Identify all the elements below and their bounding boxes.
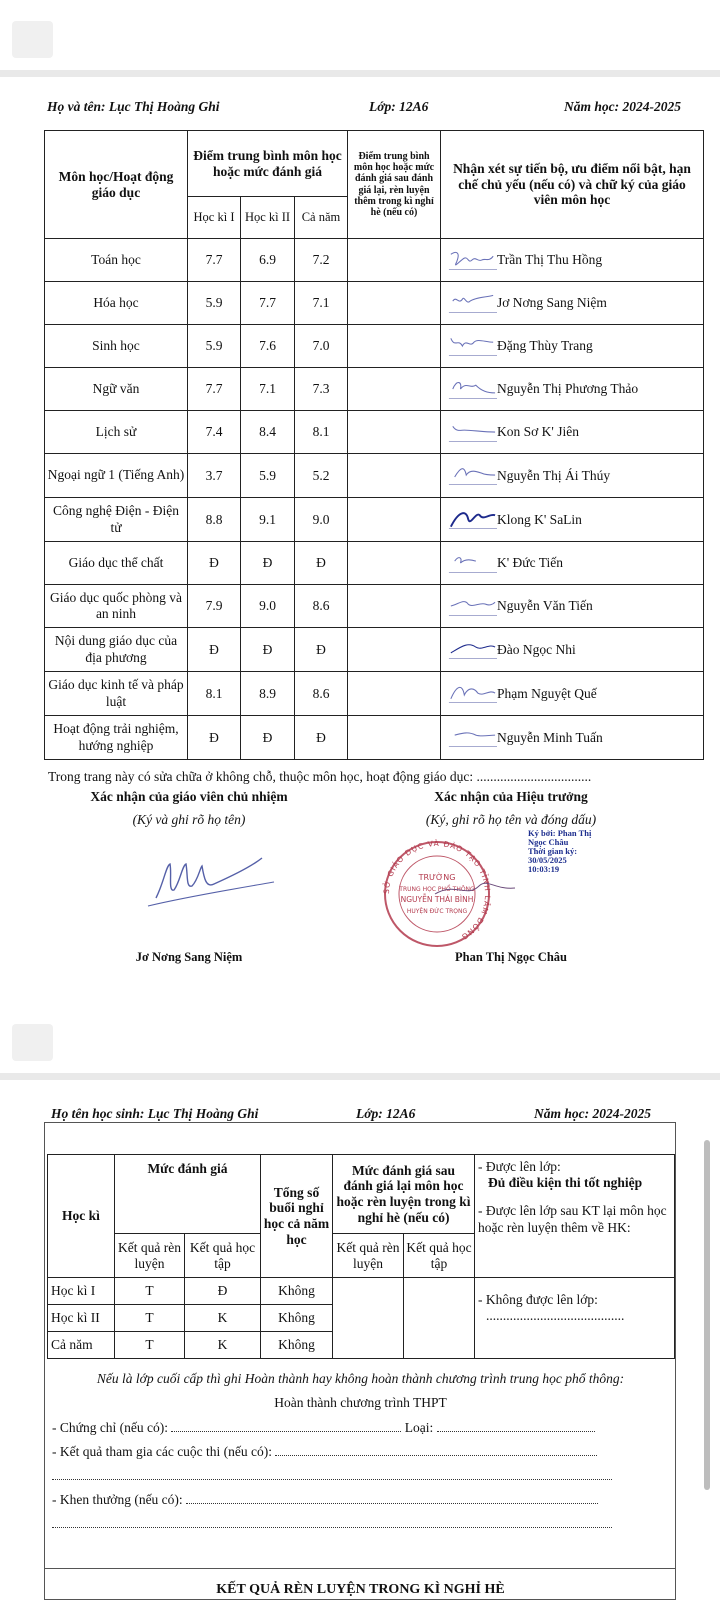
table-row (45, 498, 704, 542)
class-label: Lớp: 12A6 (369, 99, 429, 114)
col-hk2-header: Học kì II (241, 197, 295, 239)
summary-absent: Không (261, 1332, 333, 1359)
hk1-score: 8.1 (188, 672, 241, 716)
hk1-score: 5.9 (188, 282, 241, 325)
hk2-score: 5.9 (241, 454, 295, 498)
stamp-line: TRUNG HỌC PHỔ THÔNG (399, 886, 475, 893)
year-score: 7.3 (295, 368, 348, 411)
reeval-score (348, 716, 441, 760)
digital-sig-line: 30/05/2025 (528, 855, 567, 865)
contest-label: - Kết quả tham gia các cuộc thi (nếu có): (52, 1444, 273, 1459)
digital-signature (528, 829, 591, 874)
reeval-score (348, 368, 441, 411)
summary-col-term: Học kì (48, 1155, 115, 1278)
teacher-cell (441, 585, 704, 628)
contest-row (52, 1444, 597, 1460)
promoted-after-label: - Được lên lớp sau KT lại môn học hoặc rèn luyện thêm về HK: (478, 1203, 667, 1235)
teacher-cell (441, 672, 704, 716)
principal-confirm-title: Xác nhận của Hiệu trưởng (434, 789, 588, 804)
table-row (45, 239, 704, 282)
summary-year: Năm học: 2024-2025 (534, 1106, 651, 1121)
school-year: Năm học: 2024-2025 (564, 99, 681, 114)
reeval-score (348, 239, 441, 282)
subject-cell: Công nghệ Điện - Điện tử (45, 498, 188, 542)
signature-icon (447, 247, 497, 275)
homeroom-teacher-name: Jơ Nơng Sang Niệm (135, 950, 243, 964)
reeval-score (348, 585, 441, 628)
teacher-name: Đặng Thùy Trang (497, 338, 593, 353)
reeval-score (348, 498, 441, 542)
dotted-line (437, 1422, 595, 1432)
not-promoted-label: - Không được lên lớp: (478, 1292, 598, 1307)
subject-cell: Ngữ văn (45, 368, 188, 411)
signature-icon (447, 593, 497, 621)
teacher-cell (441, 454, 704, 498)
dotted-line (275, 1446, 597, 1456)
hk2-score: 7.1 (241, 368, 295, 411)
teacher-cell (441, 239, 704, 282)
table-row (48, 1278, 675, 1305)
summary-conduct: T (115, 1332, 185, 1359)
reeval-score (348, 672, 441, 716)
year-score: 8.1 (295, 411, 348, 454)
signature-icon (447, 680, 497, 708)
table-row (45, 368, 704, 411)
subject-cell: Giáo dục thể chất (45, 542, 188, 585)
summary-absent: Không (261, 1305, 333, 1332)
page-button[interactable] (12, 1024, 53, 1061)
page-button[interactable] (12, 21, 53, 58)
table-row (45, 585, 704, 628)
year-score: 8.6 (295, 672, 348, 716)
principal-name: Phan Thị Ngọc Châu (455, 950, 567, 964)
student-name: Họ và tên: Lục Thị Hoàng Ghi (47, 99, 220, 114)
digital-sig-line: Ký bởi: Phan Thị (528, 828, 592, 838)
summary-col-study: Kết quả học tập (185, 1234, 261, 1278)
table-row (45, 672, 704, 716)
teacher-name: Đào Ngọc Nhi (497, 641, 576, 657)
col-year-header: Cả năm (295, 197, 348, 239)
final-result: Hoàn thành chương trình THPT (274, 1395, 447, 1410)
dotted-line (52, 1470, 612, 1480)
teacher-name: Nguyễn Thị Phương Thảo (497, 381, 639, 396)
subject-cell: Ngoại ngữ 1 (Tiếng Anh) (45, 454, 188, 498)
grades-table (44, 130, 704, 760)
summary-col-reeval: Mức đánh giá sau đánh giá lại môn học hoặc rèn luyện trong kì nghỉ hè (nếu có) (333, 1155, 475, 1234)
hk1-score: 8.8 (188, 498, 241, 542)
page-separator (0, 1073, 720, 1080)
summary-conduct: T (115, 1305, 185, 1332)
summary-re-conduct (333, 1278, 404, 1359)
subject-cell: Giáo dục quốc phòng và an ninh (45, 585, 188, 628)
teacher-name: Kon Sơ K' Jiên (497, 424, 579, 439)
summary-student-name: Họ tên học sinh: Lục Thị Hoàng Ghi (51, 1106, 259, 1121)
col-reeval-header: Điểm trung bình môn học hoặc mức đánh giá sau đánh giá lại, rèn luyện thêm trong kì nghỉ hè (nếu có) (348, 131, 441, 239)
year-score: 8.6 (295, 585, 348, 628)
hk2-score: Đ (241, 628, 295, 672)
hk1-score: 7.9 (188, 585, 241, 628)
summary-col-absent: Tổng số buổi nghỉ học cả năm học (261, 1155, 333, 1278)
not-promoted-dots: ......................................... (486, 1308, 625, 1324)
dotted-line (171, 1422, 401, 1432)
hk1-score: Đ (188, 542, 241, 585)
edit-note: Trong trang này có sửa chữa ở không chỗ, thuộc môn học, hoạt động giáo dục: .................................. (48, 769, 592, 784)
hk1-score: 7.4 (188, 411, 241, 454)
table-row (45, 716, 704, 760)
hk1-score: 7.7 (188, 368, 241, 411)
table-row (45, 325, 704, 368)
summary-term: Học kì I (48, 1278, 115, 1305)
subject-cell: Nội dung giáo dục của địa phương (45, 628, 188, 672)
reeval-score (348, 282, 441, 325)
summary-study: K (185, 1332, 261, 1359)
reeval-score (348, 454, 441, 498)
hk2-score: 7.6 (241, 325, 295, 368)
hk2-score: Đ (241, 716, 295, 760)
hk2-score: 8.9 (241, 672, 295, 716)
hk2-score: 9.1 (241, 498, 295, 542)
year-score: 7.0 (295, 325, 348, 368)
year-score: 7.2 (295, 239, 348, 282)
reeval-score (348, 325, 441, 368)
subject-cell: Toán học (45, 239, 188, 282)
hk1-score: 7.7 (188, 239, 241, 282)
reeval-score (348, 628, 441, 672)
award-row (52, 1492, 598, 1508)
signature-icon (447, 506, 497, 534)
teacher-cell (441, 325, 704, 368)
table-row (45, 542, 704, 585)
stamp-line: NGUYỄN THÁI BÌNH (400, 895, 474, 904)
hk1-score: Đ (188, 716, 241, 760)
teacher-confirm-hint: (Ký và ghi rõ họ tên) (132, 812, 246, 827)
col-average-header: Điểm trung bình môn học hoặc mức đánh giá (188, 131, 348, 197)
col-comment-header: Nhận xét sự tiến bộ, ưu điểm nổi bật, hạn chế chủ yếu (nếu có) và chữ ký của giáo viên môn học (441, 131, 704, 239)
table-row (45, 628, 704, 672)
digital-sig-line: 10:03:19 (528, 864, 560, 874)
summary-col-re-study: Kết quả học tập (404, 1234, 475, 1278)
teacher-name: Klong K' SaLin (497, 511, 582, 527)
dotted-line (52, 1518, 612, 1528)
table-row (45, 454, 704, 498)
subject-cell: Hoạt động trải nghiệm, hướng nghiệp (45, 716, 188, 760)
teacher-name: Trần Thị Thu Hồng (497, 252, 603, 267)
summary-table (47, 1154, 675, 1359)
teacher-cell (441, 716, 704, 760)
summary-conduct: T (115, 1278, 185, 1305)
summary-col-re-conduct: Kết quả rèn luyện (333, 1234, 404, 1278)
summary-side-bottom (475, 1278, 675, 1359)
subject-cell: Lịch sử (45, 411, 188, 454)
hk2-score: 9.0 (241, 585, 295, 628)
signature-icon (447, 419, 497, 447)
summary-term: Học kì II (48, 1305, 115, 1332)
dotted-line (186, 1494, 598, 1504)
promoted-label: - Được lên lớp: (478, 1159, 561, 1174)
signature-icon (447, 724, 497, 752)
final-note: Nếu là lớp cuối cấp thì ghi Hoàn thành hay không hoàn thành chương trình trung học phổ thông: (96, 1371, 625, 1386)
teacher-cell (441, 411, 704, 454)
signature-icon (447, 376, 497, 404)
summer-divider (45, 1568, 675, 1569)
teacher-cell (441, 542, 704, 585)
principal-confirm-hint: (Ký, ghi rõ họ tên và đóng dấu) (425, 812, 597, 827)
hk2-score: 8.4 (241, 411, 295, 454)
hk1-score: 5.9 (188, 325, 241, 368)
summary-study: Đ (185, 1278, 261, 1305)
subject-cell: Giáo dục kinh tế và pháp luật (45, 672, 188, 716)
type-label: Loại: (404, 1420, 434, 1435)
teacher-name: K' Đức Tiến (497, 555, 564, 570)
stamp-line: HUYỆN ĐỨC TRỌNG (406, 908, 468, 915)
summary-side-top (475, 1155, 675, 1278)
digital-sig-line: Ngọc Châu (528, 837, 569, 847)
year-score: Đ (295, 542, 348, 585)
signature-icon (447, 462, 497, 490)
award-label: - Khen thưởng (nếu có): (52, 1492, 183, 1507)
hk2-score: 7.7 (241, 282, 295, 325)
signature-icon (447, 333, 497, 361)
table-row (45, 282, 704, 325)
homeroom-signature-icon (140, 852, 280, 912)
year-score: 7.1 (295, 282, 348, 325)
summary-absent: Không (261, 1278, 333, 1305)
teacher-confirm-title: Xác nhận của giáo viên chủ nhiệm (90, 789, 288, 804)
subject-cell: Hóa học (45, 282, 188, 325)
certificate-label: - Chứng chỉ (nếu có): (52, 1420, 169, 1435)
stamp-line: TRƯỜNG (418, 873, 456, 882)
year-score: 9.0 (295, 498, 348, 542)
summary-study: K (185, 1305, 261, 1332)
year-score: 5.2 (295, 454, 348, 498)
stamp-ring-text: SỞ GIÁO DỤC VÀ ĐÀO TẠO TỈNH LÂM ĐỒNG (381, 838, 493, 942)
year-score: Đ (295, 716, 348, 760)
summary-col-conduct: Kết quả rèn luyện (115, 1234, 185, 1278)
year-score: Đ (295, 628, 348, 672)
certificate-row (52, 1420, 595, 1436)
signature-icon (447, 290, 497, 318)
summary-re-study (404, 1278, 475, 1359)
digital-sig-line: Thời gian ký: (528, 846, 578, 856)
reeval-score (348, 411, 441, 454)
award-row-2 (52, 1516, 614, 1532)
teacher-name: Nguyễn Minh Tuấn (497, 729, 603, 745)
teacher-name: Nguyễn Văn Tiến (497, 598, 593, 613)
hk1-score: 3.7 (188, 454, 241, 498)
hk2-score: Đ (241, 542, 295, 585)
hk1-score: Đ (188, 628, 241, 672)
summary-class: Lớp: 12A6 (356, 1106, 416, 1121)
contest-row-2 (52, 1468, 614, 1484)
col-subject-header: Môn học/Hoạt động giáo dục (45, 131, 188, 239)
teacher-name: Phạm Nguyệt Quế (497, 685, 597, 701)
scrollbar[interactable] (704, 1140, 710, 1490)
summer-section-title: KẾT QUẢ RÈN LUYỆN TRONG KÌ NGHỈ HÈ (216, 1582, 505, 1597)
table-row (45, 411, 704, 454)
teacher-cell (441, 282, 704, 325)
hk2-score: 6.9 (241, 239, 295, 282)
col-hk1-header: Học kì I (188, 197, 241, 239)
teacher-cell (441, 628, 704, 672)
school-stamp-icon (375, 838, 525, 948)
page-separator (0, 70, 720, 77)
teacher-cell (441, 368, 704, 411)
subject-cell: Sinh học (45, 325, 188, 368)
teacher-name: Jơ Nơng Sang Niệm (497, 295, 607, 310)
signature-icon (447, 636, 497, 664)
signature-icon (447, 550, 497, 578)
summary-col-level: Mức đánh giá (115, 1155, 261, 1234)
teacher-name: Nguyễn Thị Ái Thúy (497, 467, 611, 483)
eligible-label: Đủ điều kiện thi tốt nghiệp (488, 1175, 643, 1191)
reeval-score (348, 542, 441, 585)
summary-term: Cả năm (48, 1332, 115, 1359)
teacher-cell (441, 498, 704, 542)
